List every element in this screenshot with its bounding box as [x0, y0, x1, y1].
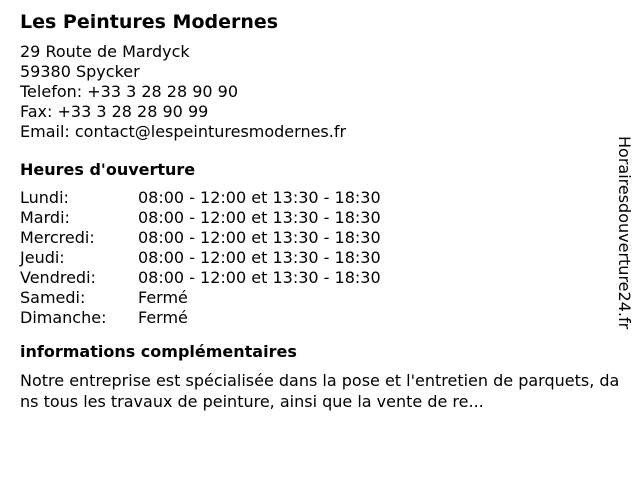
day-hours: 08:00 - 12:00 et 13:30 - 18:30 — [138, 228, 381, 247]
business-name: Les Peintures Modernes — [20, 11, 279, 33]
day-label: Samedi: — [20, 288, 86, 307]
day-label: Mardi: — [20, 208, 70, 227]
day-label: Jeudi: — [20, 248, 65, 267]
business-info-card — [20, 10, 620, 412]
phone-number: Telefon: +33 3 28 28 90 90 — [20, 82, 239, 101]
day-hours: 08:00 - 12:00 et 13:30 - 18:30 — [138, 188, 381, 207]
address-line-1: 29 Route de Mardyck — [20, 42, 190, 61]
additional-info-title: informations complémentaires — [20, 342, 297, 361]
day-hours: 08:00 - 12:00 et 13:30 - 18:30 — [138, 248, 381, 267]
day-hours: 08:00 - 12:00 et 13:30 - 18:30 — [138, 208, 381, 227]
business-description: Notre entreprise est spécialisée dans la pose et l'entretien de parquets, dans tous les travaux de peinture, ainsi que la vente de re... — [20, 371, 620, 411]
day-label: Vendredi: — [20, 268, 96, 287]
day-label: Dimanche: — [20, 308, 107, 327]
day-hours: Fermé — [138, 308, 188, 327]
fax-number: Fax: +33 3 28 28 90 99 — [20, 102, 209, 121]
address-line-2: 59380 Spycker — [20, 62, 140, 81]
hours-row-friday — [20, 268, 620, 288]
hours-row-sunday — [20, 308, 620, 328]
opening-hours-title: Heures d'ouverture — [20, 160, 196, 179]
hours-row-wednesday — [20, 228, 620, 248]
day-hours: 08:00 - 12:00 et 13:30 - 18:30 — [138, 268, 381, 287]
hours-row-saturday — [20, 288, 620, 308]
day-hours: Fermé — [138, 288, 188, 307]
hours-row-thursday — [20, 248, 620, 268]
site-watermark: Horairesdouverture24.fr — [615, 136, 634, 330]
day-label: Mercredi: — [20, 228, 95, 247]
hours-row-tuesday — [20, 208, 620, 228]
day-label: Lundi: — [20, 188, 69, 207]
hours-row-monday — [20, 188, 620, 208]
email-address: Email: contact@lespeinturesmodernes.fr — [20, 122, 347, 141]
